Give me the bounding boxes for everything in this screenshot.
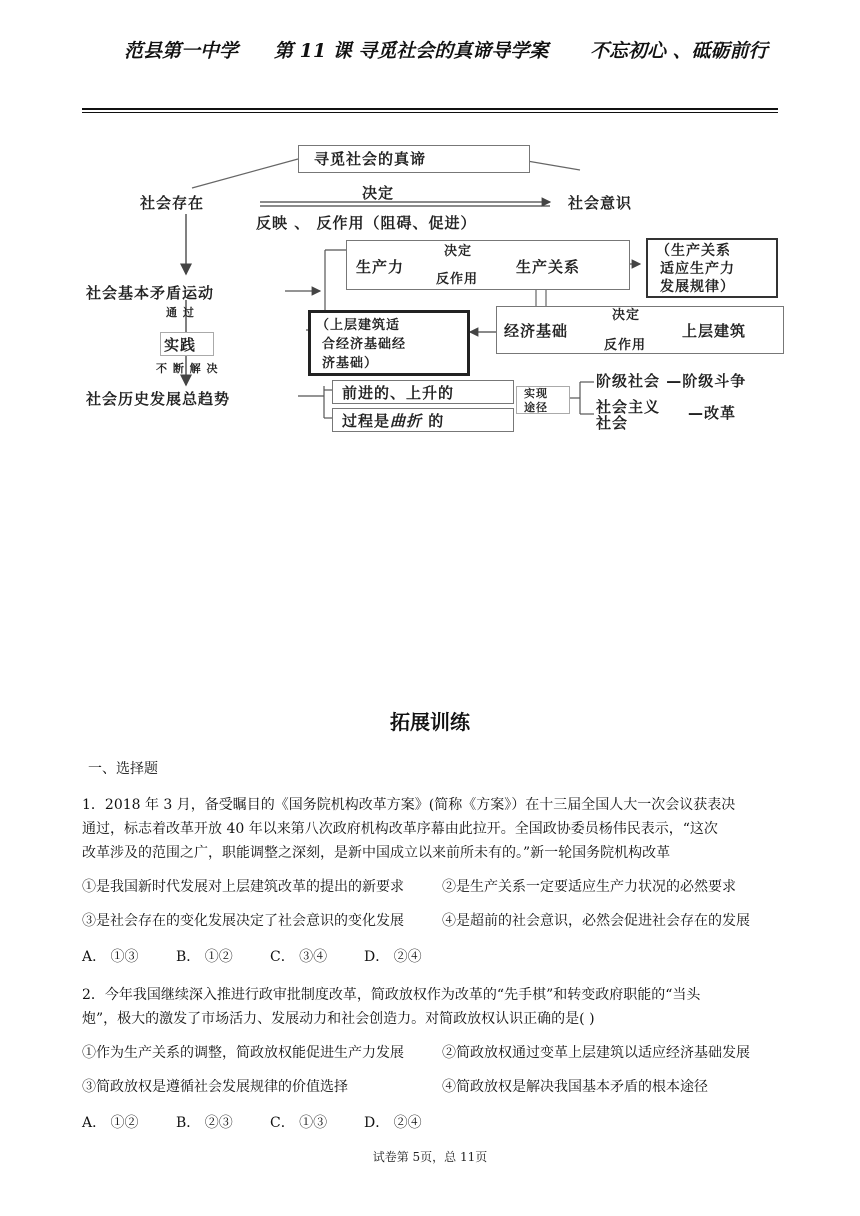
- superstructure-note-2: 合经济基础经: [322, 337, 407, 352]
- tortuous-suffix: 的: [422, 412, 445, 430]
- q1-option-2: ②是生产关系一定要适应生产力状况的必然要求: [442, 879, 736, 895]
- economic-base: 经济基础: [504, 322, 569, 340]
- q1-line-3: 改革涉及的范围之广，职能调整之深刻，是新中国成立以来前所未有的。”新一轮国务院机构改革: [82, 845, 671, 861]
- realize-2: 途径: [524, 401, 548, 414]
- practice-label: 实践: [164, 336, 197, 354]
- page-footer: 试卷第 5页，总 11页: [372, 1150, 488, 1164]
- q2-option-2: ②简政放权通过变革上层建筑以适应经济基础发展: [442, 1045, 750, 1061]
- socialist-1: 社会主义: [596, 398, 661, 416]
- eb-determines: 决定: [612, 308, 641, 323]
- page-header: [124, 36, 784, 66]
- motto: 不忘初心 、砥砺前行: [590, 40, 768, 62]
- pf-reaction: 反作用: [436, 272, 479, 287]
- law-line-2: 适应生产力: [660, 261, 735, 277]
- lesson-title: 第 11 课 寻觅社会的真谛导学案: [274, 40, 549, 62]
- superstructure-note-1: （上层建筑适: [316, 318, 401, 333]
- continuously-solve: 不 断 解 决: [156, 362, 219, 375]
- q1-choice-c[interactable]: C． ③④: [270, 949, 328, 965]
- law-line-3: 发展规律）: [660, 279, 735, 295]
- q1-option-4: ④是超前的社会意识，必然会促进社会存在的发展: [442, 913, 750, 929]
- tortuous-label: [342, 410, 444, 431]
- subsection-title: 一、选择题: [88, 761, 158, 777]
- q2-choice-a[interactable]: A． ①②: [82, 1115, 139, 1131]
- q1-line-1: 1．2018 年 3 月，备受瞩目的《国务院机构改革方案》(简称《方案》）在十三届全国人大一次会议获表决: [82, 797, 736, 813]
- social-consciousness: 社会意识: [568, 194, 633, 212]
- tortuous-prefix: 过程是: [342, 412, 391, 430]
- socialist-2: 社会: [596, 414, 629, 432]
- q2-choice-c[interactable]: C． ①③: [270, 1115, 328, 1131]
- section-title: 拓展训练: [390, 710, 470, 734]
- superstructure: 上层建筑: [682, 322, 747, 340]
- eb-reaction: 反作用: [604, 338, 647, 353]
- q2-line-2: 炮”，极大的激发了市场活力、发展动力和社会创造力。对简政放权认识正确的是( ): [82, 1011, 595, 1027]
- header-rule-thin: [82, 112, 778, 113]
- school-name: 范县第一中学: [124, 40, 239, 62]
- q1-choice-a[interactable]: A． ①③: [82, 949, 139, 965]
- q1-line-2: 通过，标志着改革开放 40 年以来第八次政府机构改革序幕由此拉开。全国政协委员杨伟民表示，“这次: [82, 821, 718, 837]
- production-relations: 生产关系: [516, 258, 581, 276]
- realize-1: 实现: [524, 387, 548, 400]
- q1-option-1: ①是我国新时代发展对上层建筑改革的提出的新要求: [82, 879, 404, 895]
- header-rule: [82, 108, 778, 110]
- q2-choice-b[interactable]: B． ②③: [176, 1115, 233, 1131]
- q2-line-1: 2．今年我国继续深入推进行政审批制度改革，简政放权作为改革的“先手棋”和转变政府职能的“当头: [82, 987, 701, 1003]
- q1-choice-d[interactable]: D． ②④: [364, 949, 422, 965]
- social-existence: 社会存在: [140, 194, 205, 212]
- history-trend: 社会历史发展总趋势: [86, 390, 231, 408]
- progressive-label: 前进的、上升的: [342, 384, 455, 402]
- class-society: 阶级社会 —阶级斗争: [596, 372, 747, 390]
- productive-forces: 生产力: [356, 258, 405, 276]
- diagram-title: 寻觅社会的真谛: [314, 150, 427, 168]
- tortuous-word: 曲折: [390, 412, 423, 430]
- determines-label: 决定: [362, 184, 395, 202]
- basic-contradiction: 社会基本矛盾运动: [86, 284, 215, 302]
- pf-determines: 决定: [444, 244, 473, 259]
- law-line-1: （生产关系: [656, 243, 731, 259]
- q2-option-1: ①作为生产关系的调整，简政放权能促进生产力发展: [82, 1045, 404, 1061]
- q2-choice-d[interactable]: D． ②④: [364, 1115, 422, 1131]
- q1-choice-b[interactable]: B． ①②: [176, 949, 233, 965]
- q2-option-3: ③简政放权是遵循社会发展规律的价值选择: [82, 1079, 348, 1095]
- q1-option-3: ③是社会存在的变化发展决定了社会意识的变化发展: [82, 913, 404, 929]
- q2-option-4: ④简政放权是解决我国基本矛盾的根本途径: [442, 1079, 708, 1095]
- superstructure-note-3: 济基础）: [322, 356, 379, 371]
- reform-label: —改革: [688, 404, 737, 422]
- through-label: 通 过: [166, 306, 195, 319]
- reflect-react-label: 反映 、 反作用（阻碍、促进）: [256, 214, 477, 232]
- concept-diagram: [80, 140, 810, 440]
